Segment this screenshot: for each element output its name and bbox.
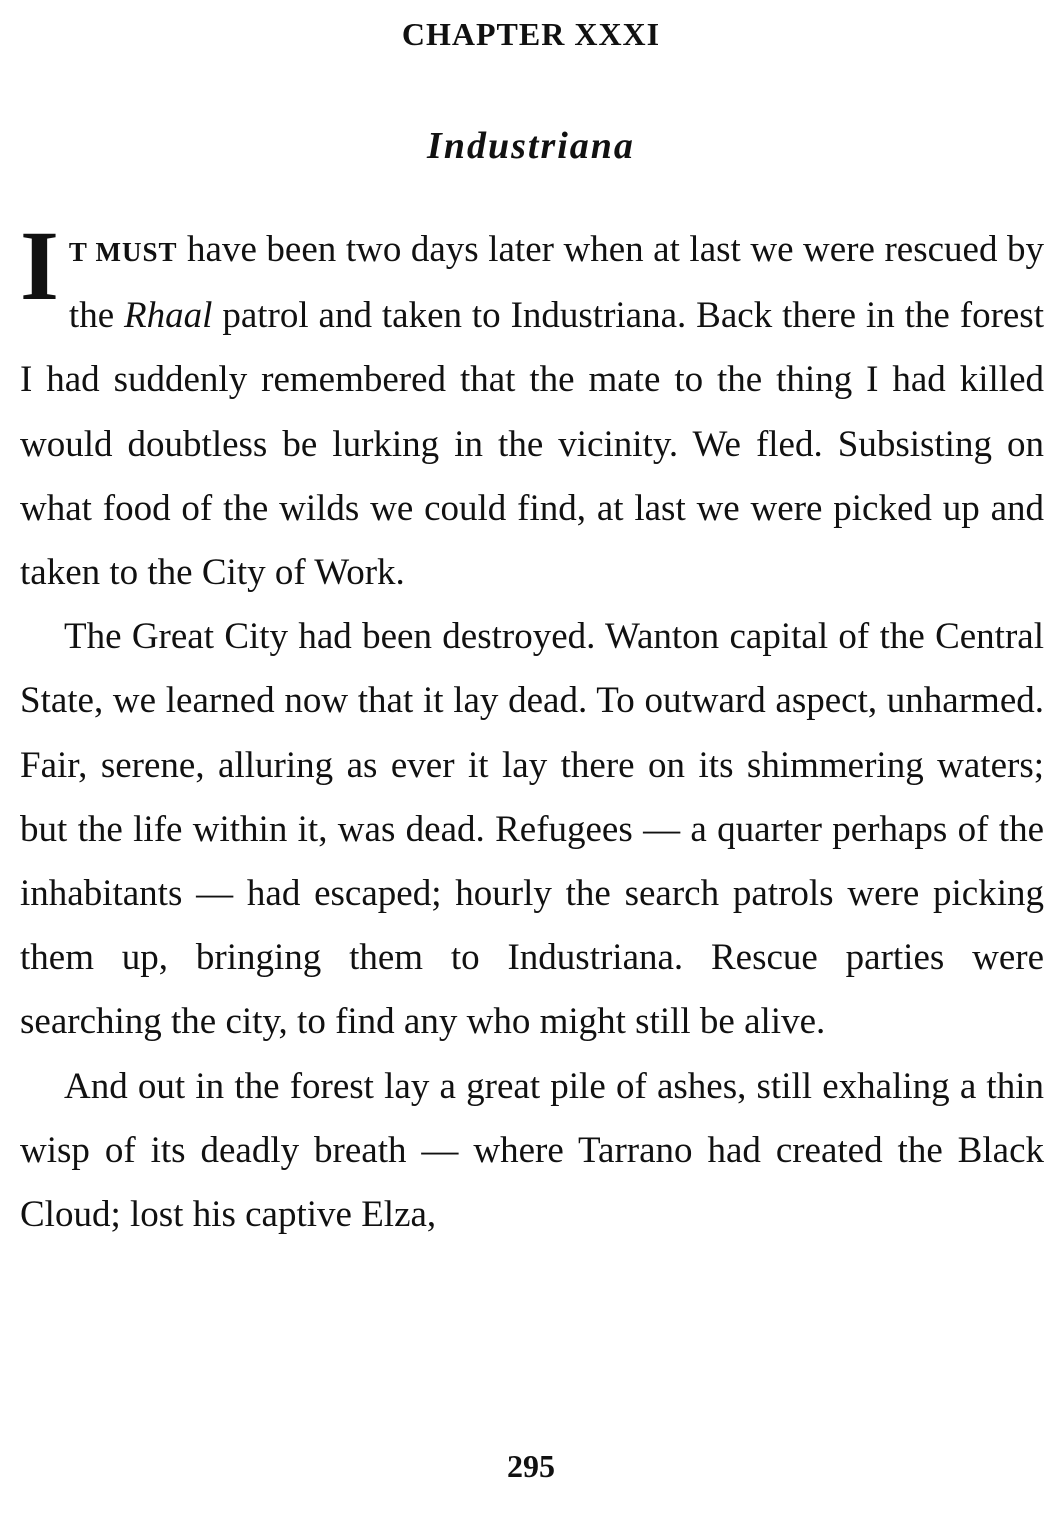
chapter-heading: CHAPTER XXXI (401, 16, 661, 52)
drop-cap: I (20, 210, 59, 321)
lead-small-caps: T MUST (68, 237, 178, 267)
paragraph-3: And out in the forest lay a great pile of ashes, still exhaling a thin wisp of its deadly breath — where Tarrano had created the Black Cloud; lost his captive Elza, (20, 1065, 1044, 1236)
paragraph-2: The Great City had been destroyed. Wanton capital of the Central State, we learned now that it lay dead. To outward aspect, unharmed. Fair, serene, alluring as ever it lay there on its shimmering waters; but the life within it, was dead. Refugees — a quarter perhaps of the inhabitants — had escaped; hourly the search patrols were picking them up, bringing them to Industriana. Rescue parties were searching the city, to find any who might still be alive. (20, 616, 1044, 1043)
paragraph-1-text-a: have been two days later when at last we were rescued by the (68, 229, 1044, 337)
paragraph-1 (20, 210, 1044, 605)
body-text (20, 210, 1044, 1247)
ship-name-italic: Rhaal (124, 295, 213, 337)
chapter-title: Industriana (427, 125, 635, 167)
paragraph-1-text-b: patrol and taken to Industriana. Back there in the forest I had suddenly remembered that the mate to the thing I had killed would doubtless be lurking in the vicinity. We fled. Subsisting on what food of the wilds we could find, at last we were picked up and taken to the City of Work. (20, 295, 1044, 594)
page-number: 295 (507, 1448, 555, 1484)
